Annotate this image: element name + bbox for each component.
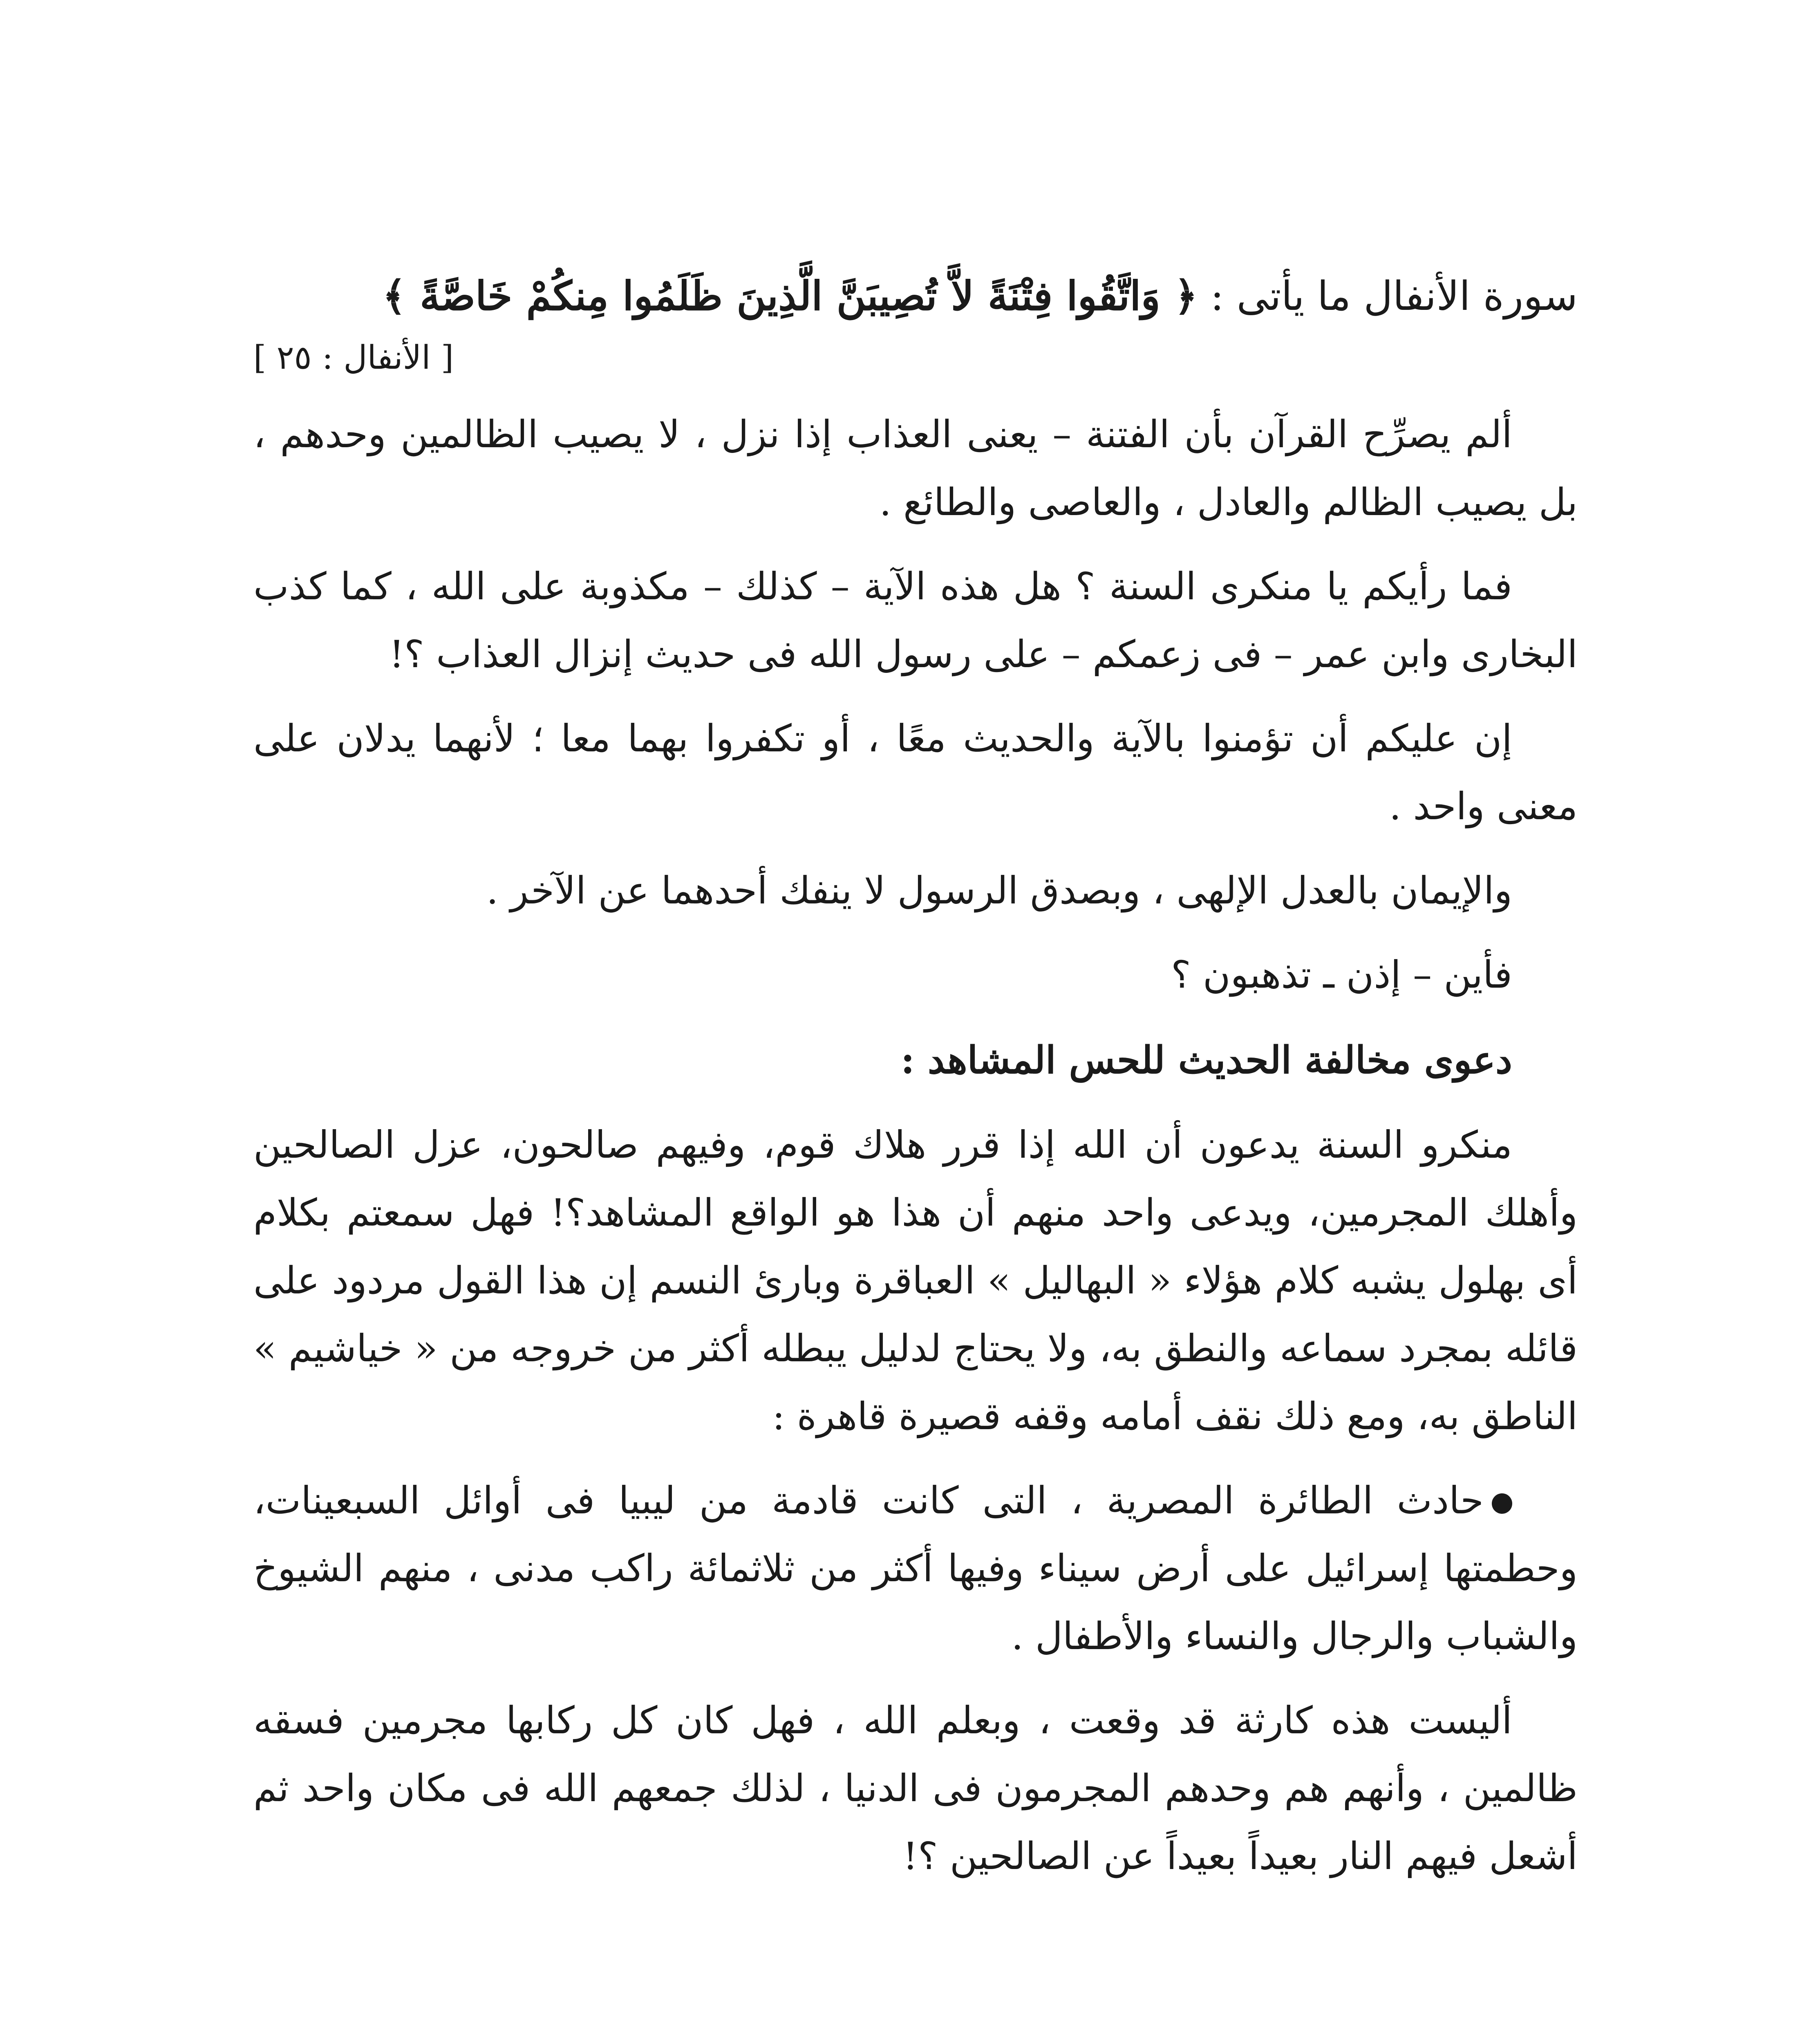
verse-reference: [ الأنفال : ٢٥ ] bbox=[253, 338, 454, 377]
bullet-paragraph bbox=[253, 1467, 1578, 1670]
verse-line bbox=[253, 262, 1578, 331]
paragraph-1: ألم يصرِّح القرآن بأن الفتنة – يعنى العذاب إذا نزل ، لا يصيب الظالمين وحدهم ، بل يصيب الظالم والعادل ، والعاصى والطائع . bbox=[253, 412, 1578, 524]
page-body bbox=[253, 262, 1578, 1907]
section-paragraph-1: منكرو السنة يدعون أن الله إذا قرر هلاك قوم، وفيهم صالحون، عزل الصالحين وأهلك المجرمين، ويدعى واحد منهم أن هذا هو الواقع المشاهد؟! فهل سمعتم بكلام أى بهلول يشبه كلام هؤلاء « البهاليل » العباقرة وبارئ النسم إن هذا القول مردود على قائله بمجرد سماعه والنطق به، ولا يحتاج لدليل يبطله أكثر من خروجه من « خياشيم » الناطق به، ومع ذلك نقف أمامه وقفه قصيرة قاهرة : bbox=[253, 1123, 1578, 1438]
paragraph-5: فأين – إذن ـ تذهبون ؟ bbox=[1171, 953, 1512, 997]
closing-paragraph: أليست هذه كارثة قد وقعت ، وبعلم الله ، فهل كان كل ركابها مجرمين فسقه ظالمين ، وأنهم هم وحدهم المجرمون فى الدنيا ، لذلك جمعهم الله فى مكان واحد ثم أشعل فيهم النار بعيداً بعيداً عن الصالحين ؟! bbox=[253, 1699, 1578, 1878]
paragraph-3: إن عليكم أن تؤمنوا بالآية والحديث معًا ، أو تكفروا بهما معا ؛ لأنهما يدلان على معنى واحد . bbox=[253, 717, 1578, 828]
bullet-text: حادث الطائرة المصرية ، التى كانت قادمة من ليبيا فى أوائل السبعينات، وحطمتها إسرائيل على أرض سيناء وفيها أكثر من ثلاثمائة راكب مدنى ، منهم الشيوخ والشباب والرجال والنساء والأطفال . bbox=[253, 1479, 1578, 1658]
paragraph-2: فما رأيكم يا منكرى السنة ؟ هل هذه الآية – كذلك – مكذوبة على الله ، كما كذب البخارى وابن عمر – فى زعمكم – على رسول الله فى حديث إنزال العذاب ؟! bbox=[253, 565, 1578, 676]
quran-verse: ﴿ وَاتَّقُوا فِتْنَةً لاَّ تُصِيبَنَّ الَّذِينَ ظَلَمُوا مِنكُمْ خَاصَّةً ﴾ bbox=[382, 273, 1198, 320]
paragraph-4: والإيمان بالعدل الإلهى ، وبصدق الرسول لا ينفك أحدهما عن الآخر . bbox=[486, 869, 1512, 912]
section-heading: دعوى مخالفة الحديث للحس المشاهد : bbox=[900, 1038, 1512, 1082]
verse-intro-text: سورة الأنفال ما يأتى : bbox=[1210, 273, 1578, 320]
bullet-icon bbox=[1492, 1493, 1512, 1514]
